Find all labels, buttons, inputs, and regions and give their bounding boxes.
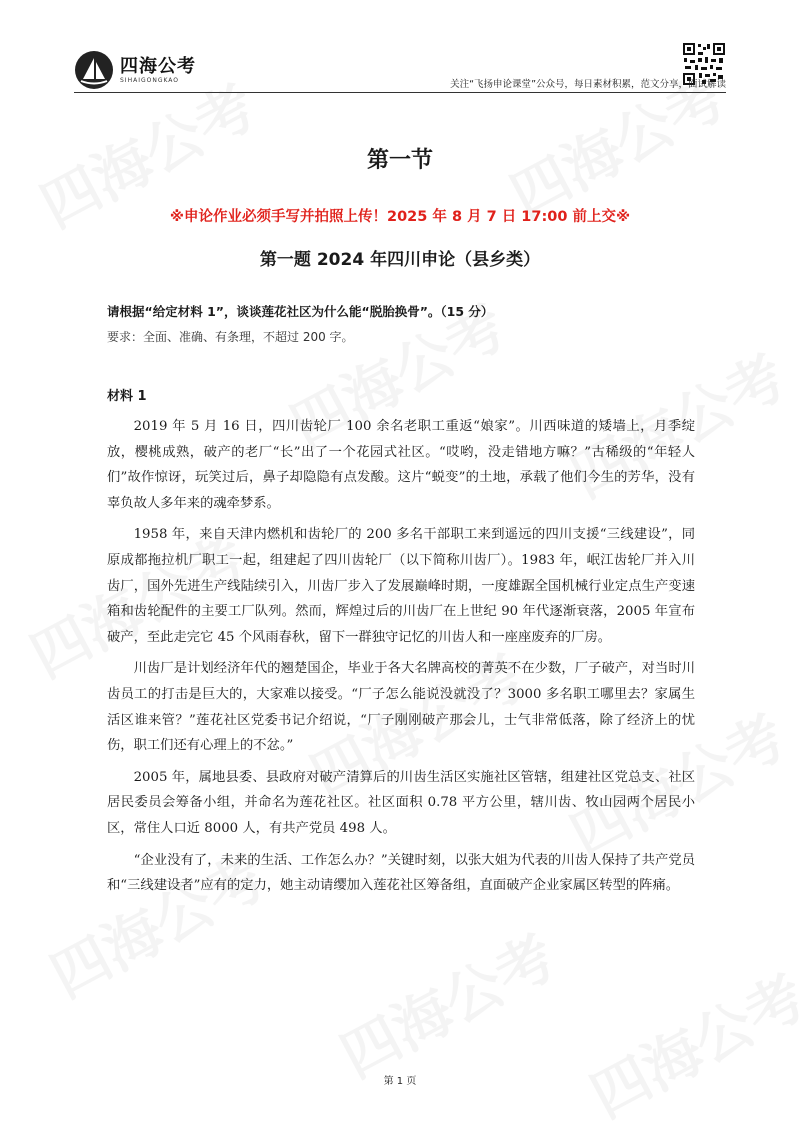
question-requirement: 要求：全面、准确、有条理，不超过 200 字。 bbox=[107, 330, 354, 344]
question-prompt: 请根据“给定材料 1”，谈谈莲花社区为什么能“脱胎换骨”。（15 分） bbox=[107, 304, 494, 319]
paragraph: 川齿厂是计划经济年代的翘楚国企，毕业于各大名牌高校的菁英不在少数，厂子破产，对当时川齿员工的打击是巨大的，大家难以接受。“厂子怎么能说没就没了？3000 多名职工哪里去？家属生活区谁来管？”莲花社区党委书记介绍说，“厂子刚刚破产那会儿，士气非常低落，除了经济上的忧伤，职工们还有心理上的不忿。” bbox=[107, 661, 695, 754]
paragraph: 2019 年 5 月 16 日，四川齿轮厂 100 余名老职工重返“娘家”。川西味道的矮墙上，月季绽放，樱桃成熟，破产的老厂“长”出了一个花园式社区。“哎哟，没走错地方嘛？”古稀级的“年轻人们”故作惊讶，玩笑过后，鼻子却隐隐有点发酸。这片“蜕变”的土地，承载了他们今生的芳华，没有辜负故人多年来的魂牵梦系。 bbox=[107, 419, 695, 511]
paragraph: 1958 年，来自天津内燃机和齿轮厂的 200 多名干部职工来到遥远的四川支援“三线建设”，同原成都拖拉机厂职工一起，组建起了四川齿轮厂（以下简称川齿厂）。1983 年，岷江齿轮厂并入川齿厂，国外先进生产线陆续引入，川齿厂步入了发展巅峰时期，一度雄踞全国机械行业定点生产变速箱和齿轮配件的主要工厂队列。然而，辉煌过后的川齿厂在上世纪 90 年代逐渐衰落，2005 年宣布破产，至此走完它 45 个风雨春秋，留下一群独守记忆的川齿人和一座座废弃的厂房。 bbox=[107, 527, 695, 645]
header-divider bbox=[74, 92, 726, 93]
logo-name: 四海公考 bbox=[120, 55, 196, 77]
logo-subtitle: SIHAIGONGKAO bbox=[120, 76, 180, 84]
watermark bbox=[574, 950, 800, 1133]
watermark bbox=[324, 910, 568, 1093]
page-header bbox=[74, 42, 726, 94]
material-body bbox=[107, 414, 695, 905]
paragraph: “企业没有了，未来的生活、工作怎么办？”关键时刻，以张大姐为代表的川齿人保持了共产党员和“三线建设者”应有的定力，她主动请缨加入莲花社区筹备组，直面破产企业家属区转型的阵痛。 bbox=[107, 852, 695, 894]
question-title: 第一题 2024 年四川申论（县乡类） bbox=[259, 250, 541, 270]
material-title: 材料 1 bbox=[107, 389, 147, 404]
page-number: 第 1 页 bbox=[383, 1076, 417, 1087]
paragraph: 2005 年，属地县委、县政府对破产清算后的川齿生活区实施社区管辖，组建社区党总支、社区居民委员会筹备小组，并命名为莲花社区。社区面积 0.78 平方公里，辖川齿、牧山园两个居民小区，常住人口近 8000 人，有共产党员 498 人。 bbox=[107, 769, 695, 836]
section-title: 第一节 bbox=[366, 148, 433, 173]
brand-logo bbox=[74, 50, 196, 90]
sail-logo-icon bbox=[74, 50, 114, 90]
header-note: 关注“飞扬申论课堂”公众号，每日素材积累，范文分享，面试解读 bbox=[450, 79, 726, 90]
submission-notice: ※申论作业必须手写并拍照上传！2025 年 8 月 7 日 17:00 前上交※ bbox=[169, 209, 631, 225]
